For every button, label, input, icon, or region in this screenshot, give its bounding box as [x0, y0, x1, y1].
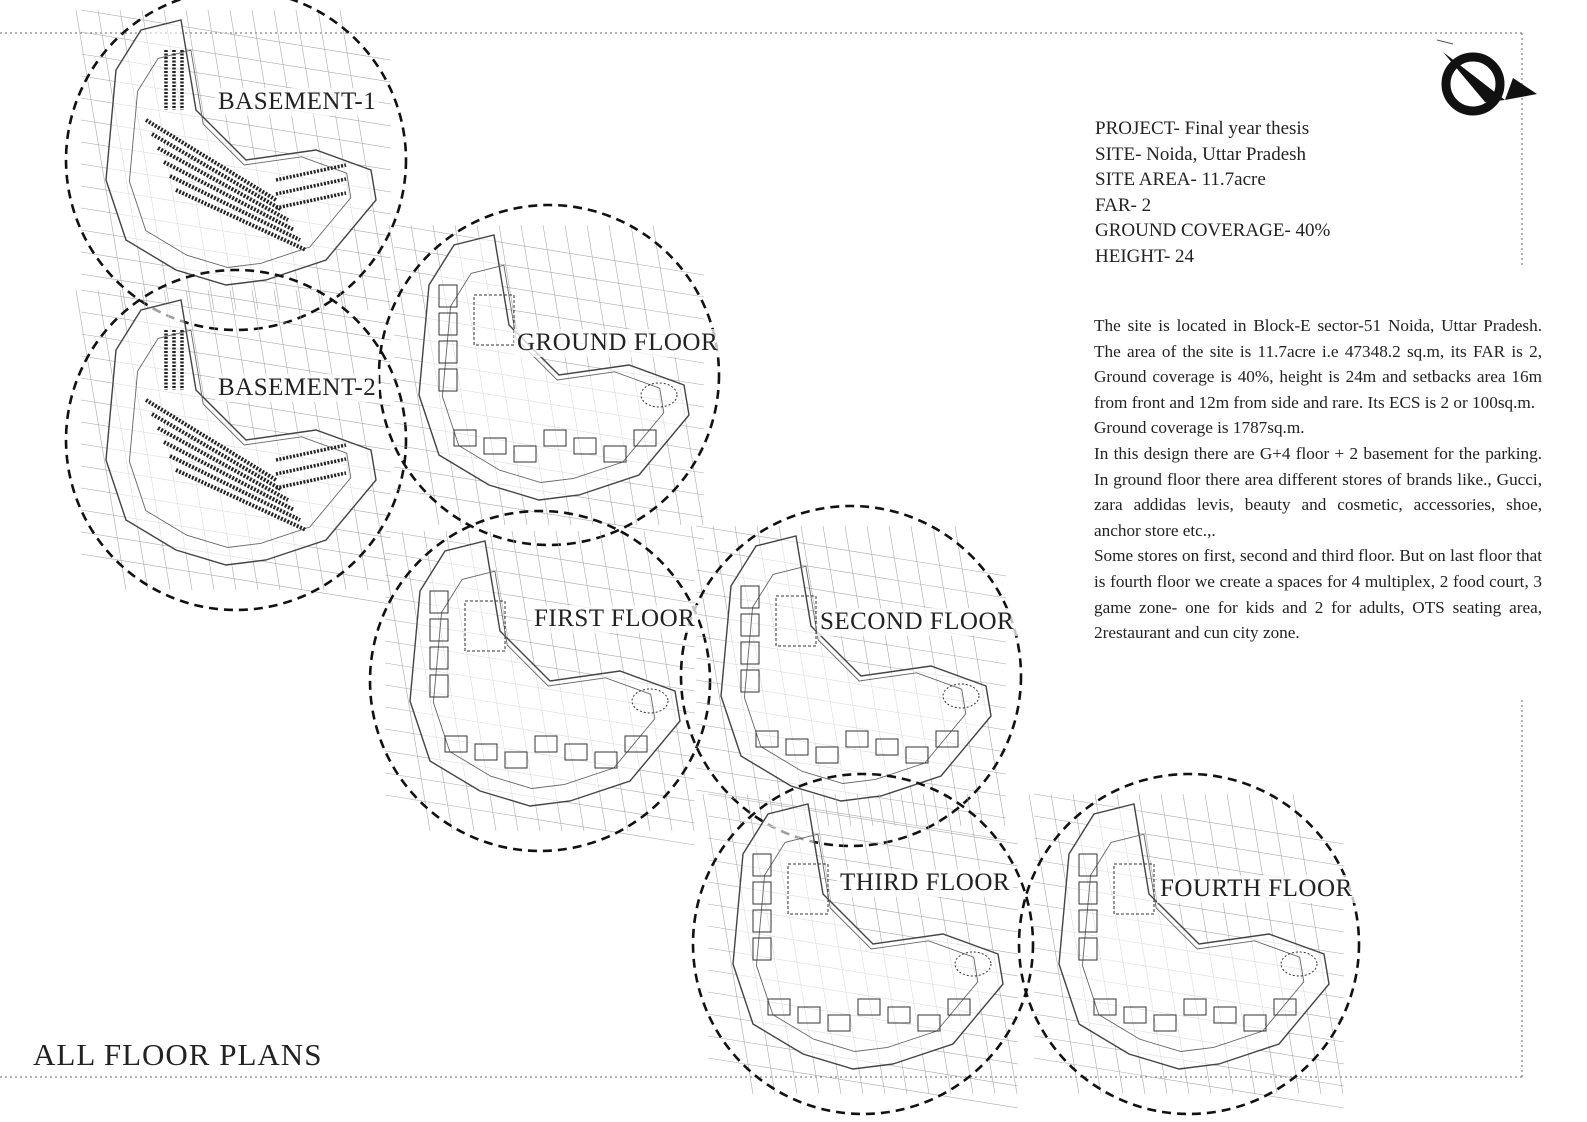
building-outline: [410, 541, 680, 806]
description-paragraph: Ground coverage is 1787sq.m.: [1094, 418, 1305, 438]
north-arrow-icon: [1437, 40, 1537, 111]
plan-ground-floor: [379, 205, 719, 545]
plan-second-floor: [681, 506, 1021, 846]
building-outline: [106, 300, 376, 565]
description-paragraph: In this design there are G+4 floor + 2 basement for the parking. In ground floor there area different stores of brands like., Gucci, zara addidas levis, beauty and cosmetic, accessories, shoe, anchor store etc.,.: [1094, 443, 1542, 540]
height-line: HEIGHT- 24: [1095, 245, 1195, 267]
far-line: FAR- 2: [1095, 194, 1152, 216]
plan-label-first-floor: FIRST FLOOR: [531, 605, 698, 633]
plan-basement-2: [66, 270, 406, 610]
plan-label-ground-floor: GROUND FLOOR: [514, 329, 721, 357]
ground-coverage-line: GROUND COVERAGE- 40%: [1095, 220, 1331, 241]
project-line: PROJECT- Final year thesis: [1095, 118, 1310, 139]
plan-first-floor: [370, 511, 710, 851]
site-description: [1094, 313, 1542, 646]
description-paragraph: Some stores on first, second and third floor. But on last floor that is fourth floor we create a spaces for 4 multiplex, 2 food court, 3 game zone- one for kids and 2 for adults, OTS seating area, 2restaurant and cun city zone.: [1094, 546, 1542, 643]
building-outline: [1059, 804, 1329, 1069]
plan-label-third-floor: THIRD FLOOR: [837, 869, 1013, 897]
plan-fourth-floor: [1019, 774, 1359, 1114]
plan-label-basement-2: BASEMENT-2: [215, 374, 379, 402]
building-outline: [106, 20, 376, 285]
building-outline: [721, 536, 991, 801]
site-line: SITE- Noida, Uttar Pradesh: [1095, 143, 1307, 165]
description-paragraph: The site is located in Block-E sector-51 Noida, Uttar Pradesh. The area of the site is 11.7acre i.e 47348.2 sq.m, its FAR is 2, Ground coverage is 40%, height is 24m and setbacks area 16m from front and 12m from side and rare. Its ECS is 2 or 100sq.m.: [1094, 316, 1542, 412]
sheet-title: ALL FLOOR PLANS: [33, 1037, 323, 1072]
project-info: [1095, 116, 1425, 269]
plan-third-floor: [693, 774, 1033, 1114]
plan-label-fourth-floor: FOURTH FLOOR: [1157, 875, 1356, 903]
plan-label-basement-1: BASEMENT-1: [215, 88, 379, 116]
plan-basement-1: [66, 0, 406, 330]
building-outline: [733, 804, 1003, 1069]
plan-label-second-floor: SECOND FLOOR: [817, 608, 1017, 636]
site-area-line: SITE AREA- 11.7acre: [1095, 169, 1266, 190]
building-outline: [419, 235, 689, 500]
